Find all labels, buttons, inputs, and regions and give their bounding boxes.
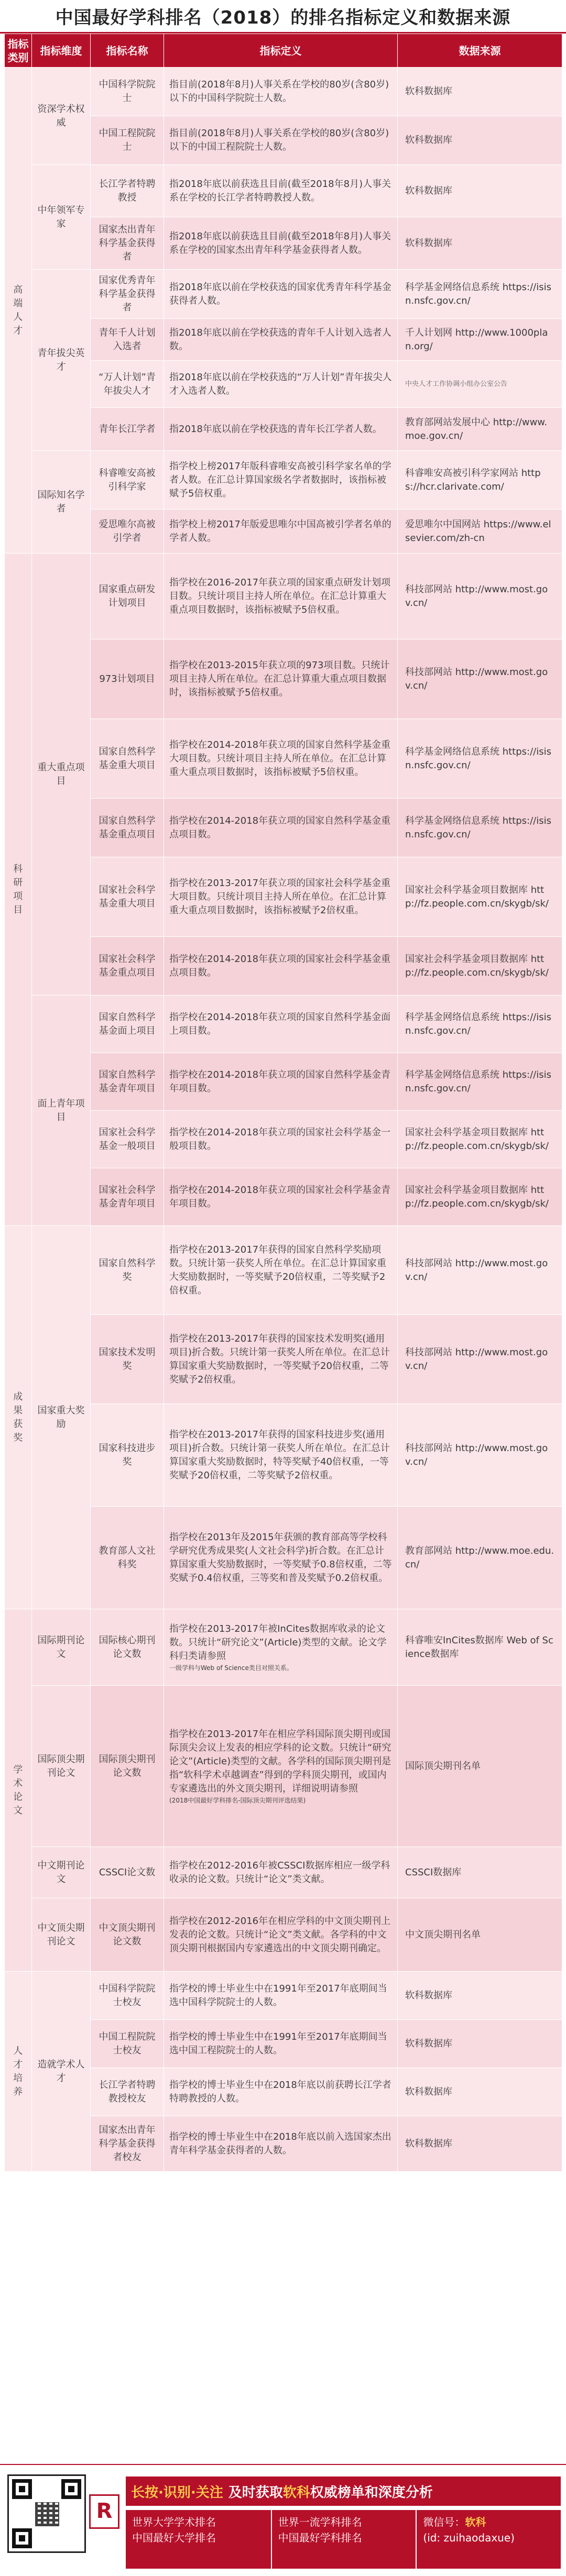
data-source: 软科数据库 <box>398 165 562 217</box>
indicator-definition: 指学校上榜2017年版爱思唯尔中国高被引学者名单的学者人数。 <box>164 510 398 554</box>
indicator-name: 国际核心期刊论文数 <box>91 1609 164 1686</box>
definition-text: 指学校在2013-2017年被InCites数据库收录的论文数。只统计“研究论文”(Article)类型的文献。论文学科归类请参照 <box>169 1623 387 1662</box>
page-title: 中国最好学科排名（2018）的排名指标定义和数据来源 <box>0 0 566 34</box>
dimension-cell: 中文顶尖期刊论文 <box>32 1898 91 1972</box>
qr-finder-pattern <box>12 2479 32 2499</box>
indicator-name: 国家科技进步奖 <box>91 1404 164 1507</box>
dimension-cell: 国际顶尖期刊论文 <box>32 1686 91 1847</box>
dimension-cell: 国际期刊论文 <box>32 1609 91 1686</box>
group-talent <box>5 68 562 554</box>
category-cell: 高端人才 <box>5 68 32 554</box>
indicator-definition: 指学校在2013-2017年获得的国家科技进步奖(通用项目)折合数。只统计第一获奖人所在单位。在汇总计算国家重大奖励数据时，特等奖赋予40倍权重，一等奖赋予20倍权重，二等奖赋予2倍权重。 <box>164 1404 398 1507</box>
data-source: 软科数据库 <box>398 217 562 270</box>
indicator-name: 科睿唯安高被引科学家 <box>91 451 164 510</box>
data-source: 国家社会科学基金项目数据库 http://fz.people.com.cn/skygb/sk/ <box>398 937 562 996</box>
footer-link[interactable]: 中国最好大学排名 <box>132 2531 216 2544</box>
indicator-definition: 指学校在2014-2018年获立项的国家社会科学基金一般项目数。 <box>164 1111 398 1168</box>
indicator-definition: 指2018年底以前获选且目前(截至2018年8月)人事关系在学校的长江学者特聘教授人数。 <box>164 165 398 217</box>
indicator-table <box>4 34 562 2172</box>
header-name: 指标名称 <box>91 34 164 68</box>
indicator-name: 国家技术发明奖 <box>91 1315 164 1404</box>
indicator-definition: 指学校上榜2017年版科睿唯安高被引科学家名单的学者人数。在汇总计算国家级名学者数据时，该指标被赋予5倍权重。 <box>164 451 398 510</box>
data-source: 科学基金网络信息系统 https://isisn.nsfc.gov.cn/ <box>398 270 562 319</box>
data-source: 科技部网站 http://www.most.gov.cn/ <box>398 639 562 719</box>
data-source: 教育部网站发展中心 http://www.moe.gov.cn/ <box>398 408 562 451</box>
data-source: 国家社会科学基金项目数据库 http://fz.people.com.cn/skygb/sk/ <box>398 857 562 937</box>
wechat-id: (id: zuihaodaxue) <box>423 2531 515 2544</box>
footer-link-column <box>126 2510 271 2569</box>
indicator-definition: 指目前(2018年8月)人事关系在学校的80岁(含80岁)以下的中国工程院院士人数。 <box>164 116 398 165</box>
indicator-definition: 指学校在2014-2018年获立项的国家社会科学基金青年项目数。 <box>164 1168 398 1226</box>
definition-note: (2018中国最好学科排名-国际顶尖期刊评选结果) <box>169 1796 306 1804</box>
indicator-name: 国家社会科学基金重大项目 <box>91 857 164 937</box>
header-category: 指标类别 <box>5 34 32 68</box>
indicator-name: 国家自然科学基金重点项目 <box>91 799 164 857</box>
table-row <box>5 554 562 639</box>
indicator-definition: 指学校在2012-2016年在相应学科的中文顶尖期刊上发表的论文数。只统计“论文”类文献。各学科的中文顶尖期刊根据国内专家遴选出的中文顶尖期刊确定。 <box>164 1898 398 1972</box>
table-row <box>5 68 562 116</box>
footer-links <box>126 2510 561 2569</box>
data-source: 国际顶尖期刊名单 <box>398 1686 562 1847</box>
wechat-line <box>423 2514 554 2530</box>
indicator-name: 国家杰出青年科学基金获得者校友 <box>91 2116 164 2172</box>
table-row <box>5 270 562 319</box>
table-row <box>5 1898 562 1972</box>
indicator-name: 国家自然科学基金面上项目 <box>91 996 164 1053</box>
indicator-definition: 指学校在2014-2018年获立项的国家社会科学基金重点项目数。 <box>164 937 398 996</box>
group-papers <box>5 1609 562 1972</box>
indicator-definition: 指学校的博士毕业生中在2018年底以前入选国家杰出青年科学基金获得者的人数。 <box>164 2116 398 2172</box>
indicator-definition: 指2018年底以前在学校获选的“万人计划”青年拔尖人才入选者人数。 <box>164 361 398 408</box>
definition-text: 指学校在2013-2017年在相应学科国际顶尖期刊或国际顶尖会议上发表的相应学科的论文数。只统计“研究论文”(Article)类型的文献。各学科的国际顶尖期刊是指“软科学术卓越调查”得到的学科顶尖期刊，或国内专家遴选出的外文顶尖期刊，详细说明请参照 <box>169 1728 391 1794</box>
category-cell: 人才培养 <box>5 1972 32 2172</box>
slogan-brand: 软科 <box>282 2484 310 2501</box>
data-source: 科技部网站 http://www.most.gov.cn/ <box>398 554 562 639</box>
footer-link[interactable]: 世界大学学术排名 <box>132 2516 216 2528</box>
indicator-definition: 指2018年底以前获选且目前(截至2018年8月)人事关系在学校的国家杰出青年科学基金获得者人数。 <box>164 217 398 270</box>
indicator-name: “万人计划”青年拔尖人才 <box>91 361 164 408</box>
category-cell: 科研项目 <box>5 554 32 1226</box>
indicator-definition: 指学校的博士毕业生中在1991年至2017年底期间当选中国科学院院士的人数。 <box>164 1972 398 2020</box>
indicator-definition: 指学校在2013-2015年获立项的973项目数。只统计项目主持人所在单位。在汇总计算重大重点项目数据时，该指标被赋予5倍权重。 <box>164 639 398 719</box>
group-awards <box>5 1226 562 1609</box>
indicator-definition: 指学校的博士毕业生中在1991年至2017年底期间当选中国工程院院士的人数。 <box>164 2020 398 2068</box>
indicator-definition: 指学校的博士毕业生中在2018年底以前获聘长江学者特聘教授的人数。 <box>164 2068 398 2116</box>
indicator-name: 国际顶尖期刊论文数 <box>91 1686 164 1847</box>
data-source: 科睿唯安高被引科学家网站 https://hcr.clarivate.com/ <box>398 451 562 510</box>
header-dimension: 指标维度 <box>32 34 91 68</box>
table-row <box>5 1226 562 1315</box>
indicator-definition: 指学校在2014-2018年获立项的国家自然科学基金重点项目数。 <box>164 799 398 857</box>
data-source: 教育部网站 http://www.moe.edu.cn/ <box>398 1507 562 1609</box>
table-row <box>5 1609 562 1686</box>
indicator-name: 青年千人计划入选者 <box>91 319 164 361</box>
indicator-definition: 指学校在2013-2017年获得的国家自然科学奖励项数。只统计第一获奖人所在单位。在汇总计算国家重大奖励数据时，一等奖赋予20倍权重，二等奖赋予2倍权重。 <box>164 1226 398 1315</box>
indicator-name: 国家杰出青年科学基金获得者 <box>91 217 164 270</box>
indicator-name: 国家自然科学基金重大项目 <box>91 719 164 799</box>
table-header-row <box>5 34 562 68</box>
brand-logo-icon: R <box>89 2494 119 2529</box>
indicator-name: 国家优秀青年科学基金获得者 <box>91 270 164 319</box>
wechat-name: 软科 <box>465 2516 486 2528</box>
scan-tag: 长按·识别·关注 <box>131 2484 223 2501</box>
dimension-cell: 面上青年项目 <box>32 996 91 1226</box>
indicator-name: 国家社会科学基金一般项目 <box>91 1111 164 1168</box>
indicator-definition: 指2018年底以前在学校获选的青年千人计划入选者人数。 <box>164 319 398 361</box>
indicator-definition: 指学校在2012-2016年被CSSCI数据库相应一级学科收录的论文数。只统计“论文”类文献。 <box>164 1847 398 1898</box>
footer <box>0 2464 566 2576</box>
slogan-pre: 及时获取 <box>228 2484 283 2501</box>
data-source: 软科数据库 <box>398 2116 562 2172</box>
dimension-cell: 国际知名学者 <box>32 451 91 554</box>
indicator-name: 中国科学院院士校友 <box>91 1972 164 2020</box>
data-source: 科学基金网络信息系统 https://isisn.nsfc.gov.cn/ <box>398 996 562 1053</box>
header-definition: 指标定义 <box>164 34 398 68</box>
wechat-label: 微信号： <box>423 2516 465 2528</box>
indicator-definition: 指学校在2014-2018年获立项的国家自然科学基金青年项目数。 <box>164 1053 398 1111</box>
indicator-name: 国家社会科学基金重点项目 <box>91 937 164 996</box>
indicator-name: 中国工程院院士 <box>91 116 164 165</box>
table-row <box>5 1972 562 2020</box>
data-source: 科学基金网络信息系统 https://isisn.nsfc.gov.cn/ <box>398 799 562 857</box>
data-source: 软科数据库 <box>398 68 562 116</box>
table-row <box>5 1686 562 1847</box>
definition-note: 一级学科与Web of Science类目对照关系。 <box>169 1664 293 1672</box>
indicator-name: 973计划项目 <box>91 639 164 719</box>
dimension-cell: 资深学术权威 <box>32 68 91 165</box>
indicator-name: CSSCI论文数 <box>91 1847 164 1898</box>
data-source: 中央人才工作协调小组办公室公告 <box>398 361 562 408</box>
table-row <box>5 165 562 217</box>
qr-finder-pattern <box>12 2528 32 2548</box>
qr-code-icon[interactable] <box>7 2474 86 2553</box>
data-source: 科睿唯安InCites数据库 Web of Science数据库 <box>398 1609 562 1686</box>
indicator-name: 教育部人文社科奖 <box>91 1507 164 1609</box>
dimension-cell: 青年拔尖英才 <box>32 270 91 451</box>
indicator-definition: 指学校在2014-2018年获立项的国家自然科学基金重大项目数。只统计项目主持人所在单位。在汇总计算重大重点项目数据时，该指标被赋予5倍权重。 <box>164 719 398 799</box>
indicator-name: 长江学者特聘教授 <box>91 165 164 217</box>
dimension-cell: 中年领军专家 <box>32 165 91 270</box>
data-source: 软科数据库 <box>398 2020 562 2068</box>
data-source: 科技部网站 http://www.most.gov.cn/ <box>398 1226 562 1315</box>
group-education <box>5 1972 562 2172</box>
indicator-definition: 指学校在2013年及2015年获颁的教育部高等学校科学研究优秀成果奖(人文社会科学)折合数。在汇总计算国家重大奖励数据时，一等奖赋予0.8倍权重，二等奖赋予0.4倍权重，三等奖和普及奖赋予0.2倍权重。 <box>164 1507 398 1609</box>
footer-banner <box>126 2477 561 2506</box>
qr-data-modules <box>35 2502 59 2526</box>
data-source: 科学基金网络信息系统 https://isisn.nsfc.gov.cn/ <box>398 719 562 799</box>
table-row <box>5 451 562 510</box>
dimension-cell: 造就学术人才 <box>32 1972 91 2172</box>
data-source: 科技部网站 http://www.most.gov.cn/ <box>398 1404 562 1507</box>
data-source: 千人计划网 http://www.1000plan.org/ <box>398 319 562 361</box>
dimension-cell: 国家重大奖励 <box>32 1226 91 1609</box>
data-source: 科学基金网络信息系统 https://isisn.nsfc.gov.cn/ <box>398 1053 562 1111</box>
data-source: 软科数据库 <box>398 1972 562 2020</box>
footer-link[interactable]: 世界一流学科排名 <box>278 2516 362 2528</box>
indicator-name: 国家社会科学基金青年项目 <box>91 1168 164 1226</box>
data-source: 软科数据库 <box>398 2068 562 2116</box>
indicator-definition: 指学校在2013-2017年获得的国家技术发明奖(通用项目)折合数。只统计第一获奖人所在单位。在汇总计算国家重大奖励数据时，一等奖赋予20倍权重，二等奖赋予2倍权重。 <box>164 1315 398 1404</box>
indicator-name: 青年长江学者 <box>91 408 164 451</box>
data-source: 爱思唯尔中国网站 https://www.elsevier.com/zh-cn <box>398 510 562 554</box>
category-cell: 学术论文 <box>5 1609 32 1972</box>
indicator-name: 中文顶尖期刊论文数 <box>91 1898 164 1972</box>
indicator-definition: 指2018年底以前在学校获选的国家优秀青年科学基金获得者人数。 <box>164 270 398 319</box>
indicator-name: 长江学者特聘教授校友 <box>91 2068 164 2116</box>
table-row <box>5 996 562 1053</box>
table-row <box>5 1847 562 1898</box>
header-source: 数据来源 <box>398 34 562 68</box>
group-research-projects <box>5 554 562 1226</box>
indicator-definition <box>164 1609 398 1686</box>
dimension-cell: 重大重点项目 <box>32 554 91 996</box>
indicator-definition: 指目前(2018年8月)人事关系在学校的80岁(含80岁)以下的中国科学院院士人数。 <box>164 68 398 116</box>
data-source: 国家社会科学基金项目数据库 http://fz.people.com.cn/skygb/sk/ <box>398 1111 562 1168</box>
indicator-definition: 指学校在2014-2018年获立项的国家自然科学基金面上项目数。 <box>164 996 398 1053</box>
indicator-name: 国家自然科学基金青年项目 <box>91 1053 164 1111</box>
dimension-cell: 中文期刊论文 <box>32 1847 91 1898</box>
indicator-name: 爱思唯尔高被引学者 <box>91 510 164 554</box>
data-source: 国家社会科学基金项目数据库 http://fz.people.com.cn/skygb/sk/ <box>398 1168 562 1226</box>
data-source: 中文顶尖期刊名单 <box>398 1898 562 1972</box>
indicator-definition: 指学校在2013-2017年获立项的国家社会科学基金重大项目数。只统计项目主持人所在单位。在汇总计算重大重点项目数据时，该指标被赋予2倍权重。 <box>164 857 398 937</box>
indicator-name: 国家自然科学奖 <box>91 1226 164 1315</box>
footer-link-column <box>271 2510 416 2569</box>
indicator-name: 国家重点研发计划项目 <box>91 554 164 639</box>
indicator-definition <box>164 1686 398 1847</box>
footer-link[interactable]: 中国最好学科排名 <box>278 2531 362 2544</box>
category-cell: 成果获奖 <box>5 1226 32 1609</box>
indicator-definition: 指学校在2016-2017年获立项的国家重点研发计划项目数。只统计项目主持人所在单位。在汇总计算重大重点项目数据时，该指标被赋予5倍权重。 <box>164 554 398 639</box>
data-source: 科技部网站 http://www.most.gov.cn/ <box>398 1315 562 1404</box>
indicator-definition: 指2018年底以前在学校获选的青年长江学者人数。 <box>164 408 398 451</box>
indicator-name: 中国工程院院士校友 <box>91 2020 164 2068</box>
qr-finder-pattern <box>61 2479 81 2499</box>
data-source: 软科数据库 <box>398 116 562 165</box>
data-source: CSSCI数据库 <box>398 1847 562 1898</box>
slogan-post: 权威榜单和深度分析 <box>310 2484 433 2501</box>
wechat-info <box>416 2510 561 2569</box>
indicator-name: 中国科学院院士 <box>91 68 164 116</box>
